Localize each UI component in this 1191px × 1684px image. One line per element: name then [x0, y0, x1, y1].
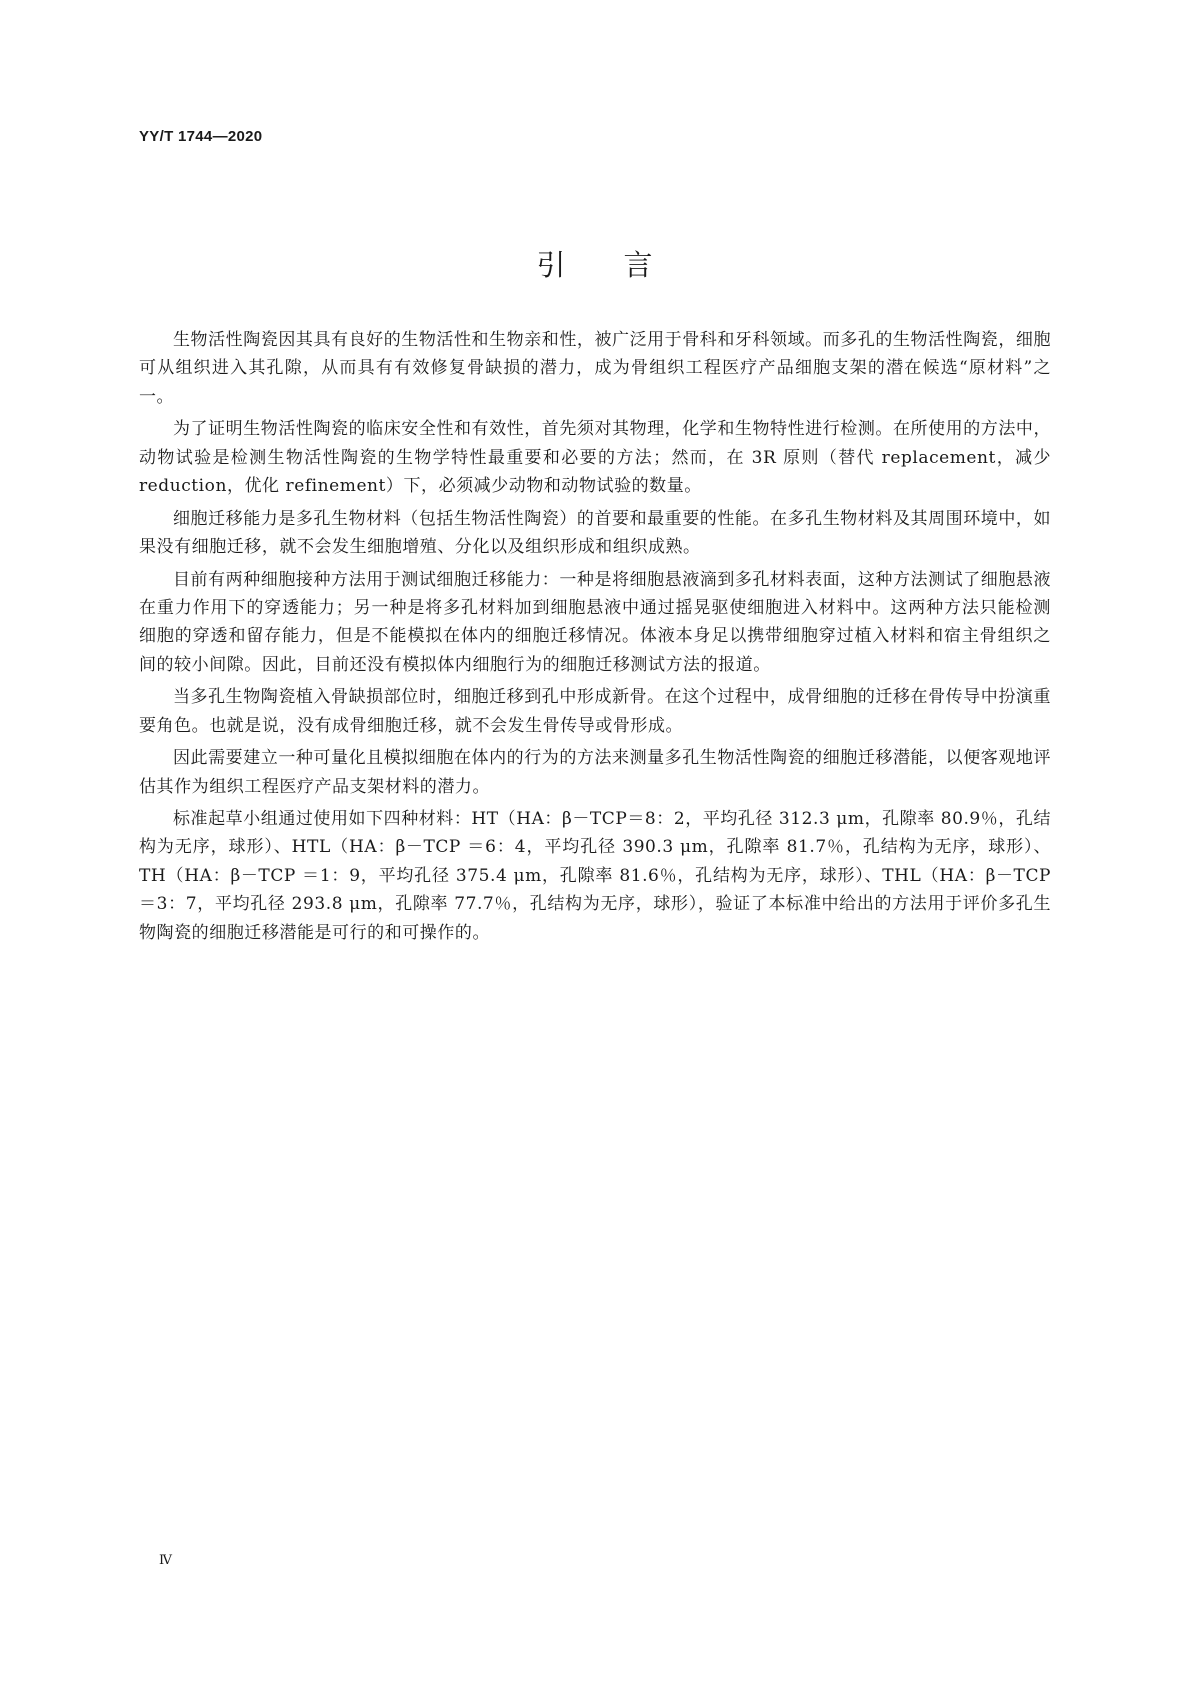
section-title-char-1: 引 — [536, 248, 568, 283]
section-title-char-2: 言 — [623, 248, 655, 283]
paragraph-cell-migration-ability: 细胞迁移能力是多孔生物材料（包括生物活性陶瓷）的首要和最重要的性能。在多孔生物材料及其周围环境中，如果没有细胞迁移，就不会发生细胞增殖、分化以及组织形成和组织成熟。 — [139, 508, 1051, 558]
paragraph-bioactive-ceramics: 生物活性陶瓷因其具有良好的生物活性和生物亲和性，被广泛用于骨科和牙科领域。而多孔的生物活性陶瓷，细胞可从组织进入其孔隙，从而具有有效修复骨缺损的潜力，成为骨组织工程医疗产品细胞支架的潜在候选“原材料”之一。 — [139, 330, 1051, 407]
standard-code: YY/T 1744—2020 — [139, 128, 263, 145]
introduction-body — [139, 326, 1051, 951]
page-number: Ⅳ — [159, 1553, 172, 1568]
paragraph-seeding-methods: 目前有两种细胞接种方法用于测试细胞迁移能力：一种是将细胞悬液滴到多孔材料表面，这种方法测试了细胞悬液在重力作用下的穿透能力；另一种是将多孔材料加到细胞悬液中通过摇晃驱使细胞进入材料中。这两种方法只能检测细胞的穿透和留存能力，但是不能模拟在体内的细胞迁移情况。体液本身足以携带细胞穿过植入材料和宿主骨组织之间的较小间隙。因此，目前还没有模拟体内细胞行为的细胞迁移测试方法的报道。 — [139, 569, 1051, 675]
section-title — [0, 243, 1191, 284]
paragraph-validation-materials: 标准起草小组通过使用如下四种材料：HT（HA：β－TCP＝8：2，平均孔径 312.3 μm，孔隙率 80.9％，孔结构为无序，球形）、HTL（HA：β－TCP ＝6：4，平均孔径 390.3 μm，孔隙率 81.7％，孔结构为无序，球形）、TH（HA：β－TCP ＝1：9，平均孔径 375.4 μm，孔隙率 81.6％，孔结构为无序，球形）、THL（HA：β－TCP ＝3：7，平均孔径 293.8 μm，孔隙率 77.7％，孔结构为无序，球形），验证了本标准中给出的方法用于评价多孔生物陶瓷的细胞迁移潜能是可行的和可操作的。 — [139, 809, 1051, 943]
paragraph-quantitative-method: 因此需要建立一种可量化且模拟细胞在体内的行为的方法来测量多孔生物活性陶瓷的细胞迁移潜能，以便客观地评估其作为组织工程医疗产品支架材料的潜力。 — [139, 748, 1051, 797]
paragraph-bone-conduction: 当多孔生物陶瓷植入骨缺损部位时，细胞迁移到孔中形成新骨。在这个过程中，成骨细胞的迁移在骨传导中扮演重要角色。也就是说，没有成骨细胞迁移，就不会发生骨传导或骨形成。 — [139, 687, 1051, 736]
paragraph-safety-testing: 为了证明生物活性陶瓷的临床安全性和有效性，首先须对其物理，化学和生物特性进行检测。在所使用的方法中，动物试验是检测生物活性陶瓷的生物学特性最重要和必要的方法；然而，在 3R 原则（替代 replacement，减少 reduction，优化 refinement）下，必须减少动物和动物试验的数量。 — [139, 419, 1051, 497]
